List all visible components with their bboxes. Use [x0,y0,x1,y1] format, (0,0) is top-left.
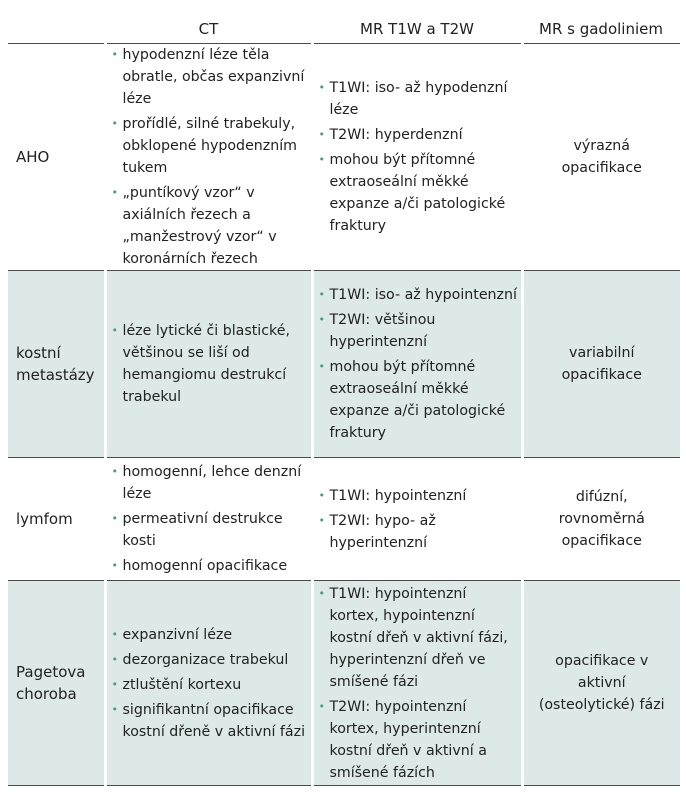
list-item: • T2WI: hypo- až hyperintenzní [330,510,519,554]
list-item: • ztluštění kortexu [123,674,309,696]
ct-list [107,461,311,577]
list-item: • hypodenzní léze těla obratle, občas expanzivní léze [123,44,309,110]
list-item: • T1WI: hypointenzní kortex, hypointenzní kostní dřeň v aktivní fázi, hyperintenzní dřeň ve smíšené fázi [330,583,519,693]
row-label: AHO [8,44,105,271]
ct-list [107,44,311,270]
gadolinium-cell: výrazná opacifikace [522,44,680,271]
header-gadolinium: MR s gadoliniem [522,14,680,44]
list-item: • dezorganizace trabekul [123,649,309,671]
list-item: • T2WI: hypointenzní kortex, hyperintenzní kostní dřeň v aktivní a smíšené fázích [330,696,519,784]
ct-list [107,624,311,743]
list-item: • permeativní destrukce kosti [123,508,309,552]
mr-list [314,77,521,237]
header-row [8,14,680,44]
mr-cell [312,44,522,271]
list-item: • expanzivní léze [123,624,309,646]
list-item: • homogenní opacifikace [123,555,309,577]
mr-cell [312,458,522,581]
list-item: • mohou být přítomné extraoseální měkké expanze a/či patologické fraktury [330,149,519,237]
list-item: • léze lytické či blastické, většinou se liší od hemangiomu destrukcí trabekul [123,320,309,408]
header-ct: CT [105,14,312,44]
ct-cell [105,271,312,458]
row-label: lymfom [8,458,105,581]
table-row-metastases [8,271,680,458]
list-item: • T1WI: iso- až hypodenzní léze [330,77,519,121]
gadolinium-cell: difúzní, rovnoměrná opacifikace [522,458,680,581]
list-item: • T2WI: většinou hyperintenzní [330,309,519,353]
list-item: • mohou být přítomné extraoseální měkké expanze a/či patologické fraktury [330,356,519,444]
list-item: • signifikantní opacifikace kostní dřeně v aktivní fázi [123,699,309,743]
ct-cell [105,458,312,581]
mr-list [314,284,521,444]
ct-cell [105,44,312,271]
gadolinium-cell: opacifikace v aktivní (osteolytické) fázi [522,581,680,786]
list-item: • T1WI: hypointenzní [330,485,519,507]
header-empty [8,14,105,44]
mr-list [314,583,521,784]
mr-list [314,485,521,554]
table-row-lymphoma [8,458,680,581]
table-row-paget [8,581,680,786]
mr-cell [312,271,522,458]
list-item: • T2WI: hyperdenzní [330,124,519,146]
list-item: • prořídlé, silné trabekuly, obklopené hypodenzním tukem [123,113,309,179]
ct-cell [105,581,312,786]
list-item: • T1WI: iso- až hypointenzní [330,284,519,306]
list-item: • homogenní, lehce denzní léze [123,461,309,505]
gadolinium-cell: variabilní opacifikace [522,271,680,458]
ct-list [107,320,311,408]
table-row-aho [8,44,680,271]
header-mr: MR T1W a T2W [312,14,522,44]
row-label: kostní metastázy [8,271,105,458]
mr-cell [312,581,522,786]
row-label: Pagetova choroba [8,581,105,786]
list-item: • „puntíkový vzor“ v axiálních řezech a „manžestrový vzor“ v koronárních řezech [123,182,309,270]
comparison-table [8,14,680,786]
